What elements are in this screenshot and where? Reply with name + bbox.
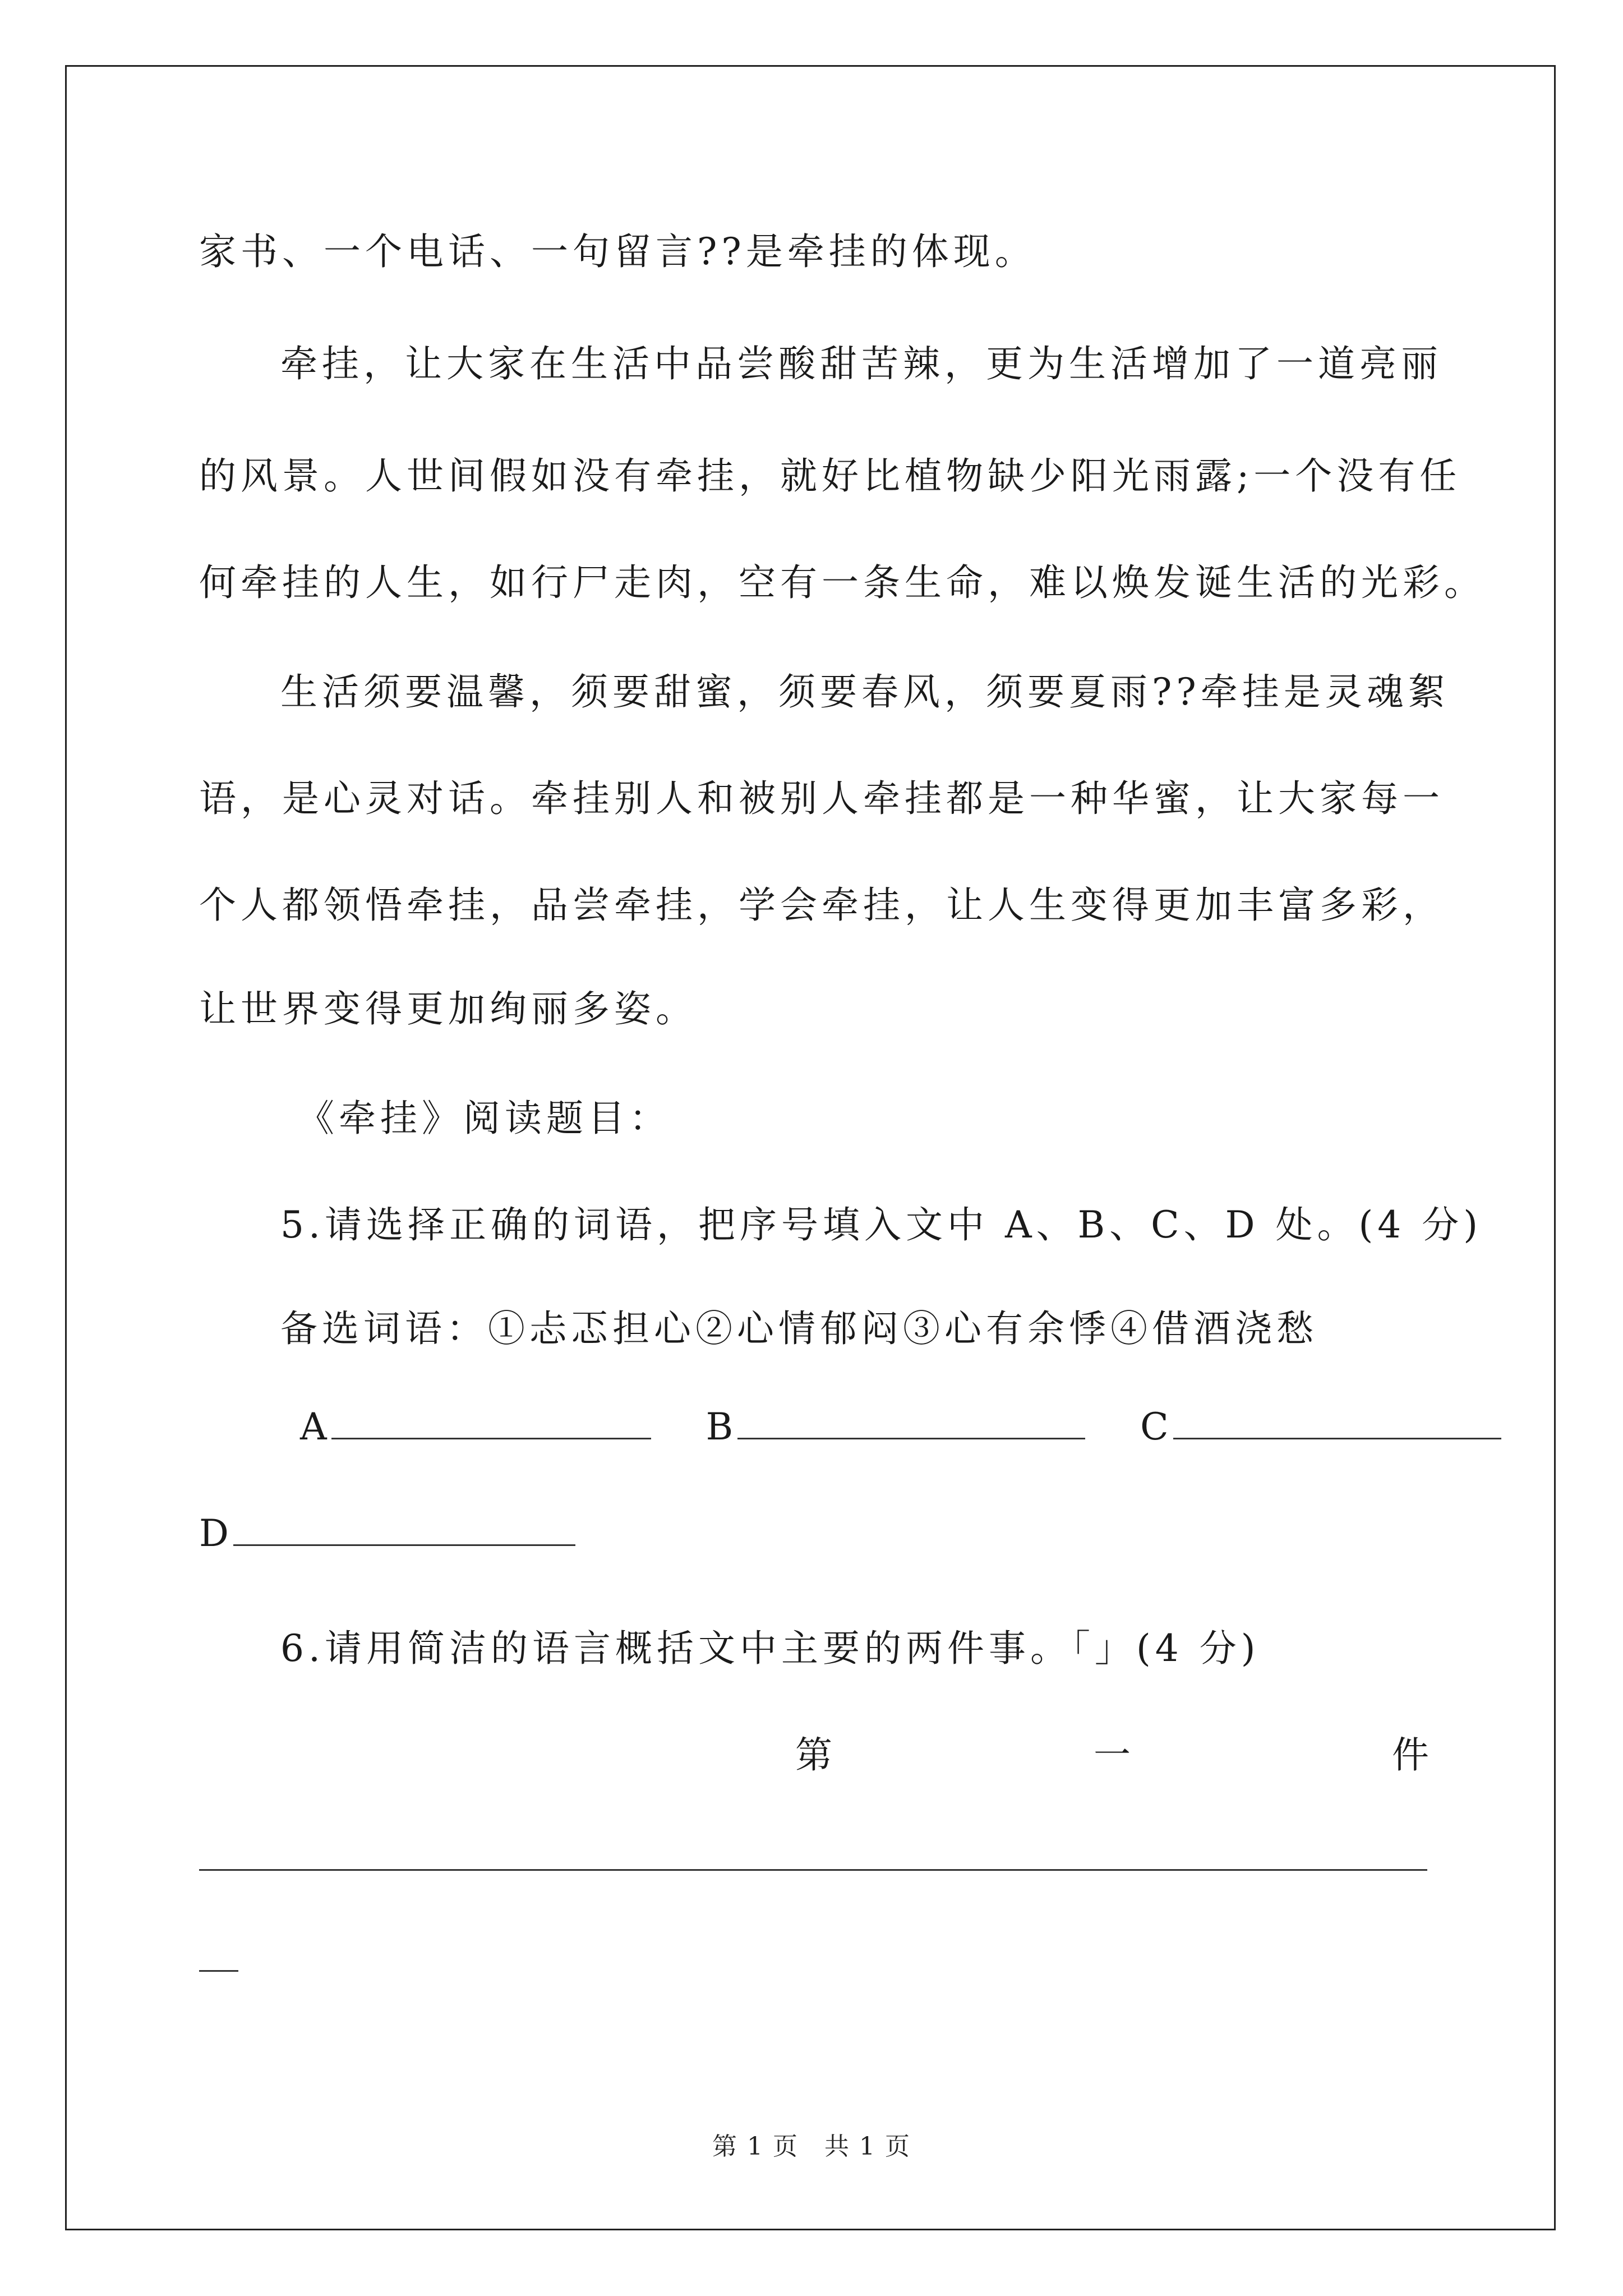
text-line: 的风景。人世间假如没有牵挂，就好比植物缺少阳光雨露;一个没有任 <box>199 454 1461 498</box>
text-line: 牵挂，让大家在生活中品尝酸甜苦辣，更为生活增加了一道亮丽 <box>280 342 1442 385</box>
blank-label-d: D <box>199 1512 233 1555</box>
answer-blank-c[interactable] <box>1173 1406 1501 1439</box>
question-5-options: 备选词语：①忐忑担心②心情郁闷③心有余悸④借酒浇愁 <box>280 1307 1318 1350</box>
text-line: 生活须要温馨，须要甜蜜，须要春风，须要夏雨??牵挂是灵魂絮 <box>280 670 1450 714</box>
question-6-prompt: 6.请用简洁的语言概括文中主要的两件事。「」(4 分) <box>280 1627 1260 1670</box>
answer-line-first-item-end[interactable] <box>199 1970 238 1972</box>
text-line: 让世界变得更加绚丽多姿。 <box>199 987 697 1030</box>
blank-label-c: C <box>1140 1405 1173 1448</box>
question-5-prompt: 5.请选择正确的词语，把序号填入文中 A、B、C、D 处。(4 分) <box>280 1203 1482 1246</box>
answer-row-d <box>199 1512 575 1555</box>
answer-blank-b[interactable] <box>737 1406 1085 1439</box>
first-item-label-char: 件 <box>1392 1733 1429 1777</box>
page-border <box>65 65 1556 2230</box>
blank-label-a: A <box>300 1405 331 1448</box>
text-line: 个人都领悟牵挂，品尝牵挂，学会牵挂，让人生变得更加丰富多彩， <box>199 884 1444 927</box>
first-item-label-char: 一 <box>1094 1733 1131 1777</box>
page-footer: 第 1 页 共 1 页 <box>712 2132 911 2161</box>
answer-blank-a[interactable] <box>331 1406 651 1439</box>
answer-blank-d[interactable] <box>233 1513 575 1546</box>
blank-label-b: B <box>706 1405 738 1448</box>
answer-row-abc <box>300 1405 1501 1448</box>
questions-heading: 《牵挂》阅读题目： <box>297 1097 671 1140</box>
first-item-label-char: 第 <box>795 1733 832 1777</box>
text-line: 家书、一个电话、一句留言??是牵挂的体现。 <box>199 230 1036 273</box>
text-line: 何牵挂的人生，如行尸走肉，空有一条生命，难以焕发诞生活的光彩。 <box>199 561 1486 604</box>
answer-line-first-item[interactable] <box>199 1869 1427 1871</box>
text-line: 语，是心灵对话。牵挂别人和被别人牵挂都是一种华蜜，让大家每一 <box>199 777 1444 820</box>
